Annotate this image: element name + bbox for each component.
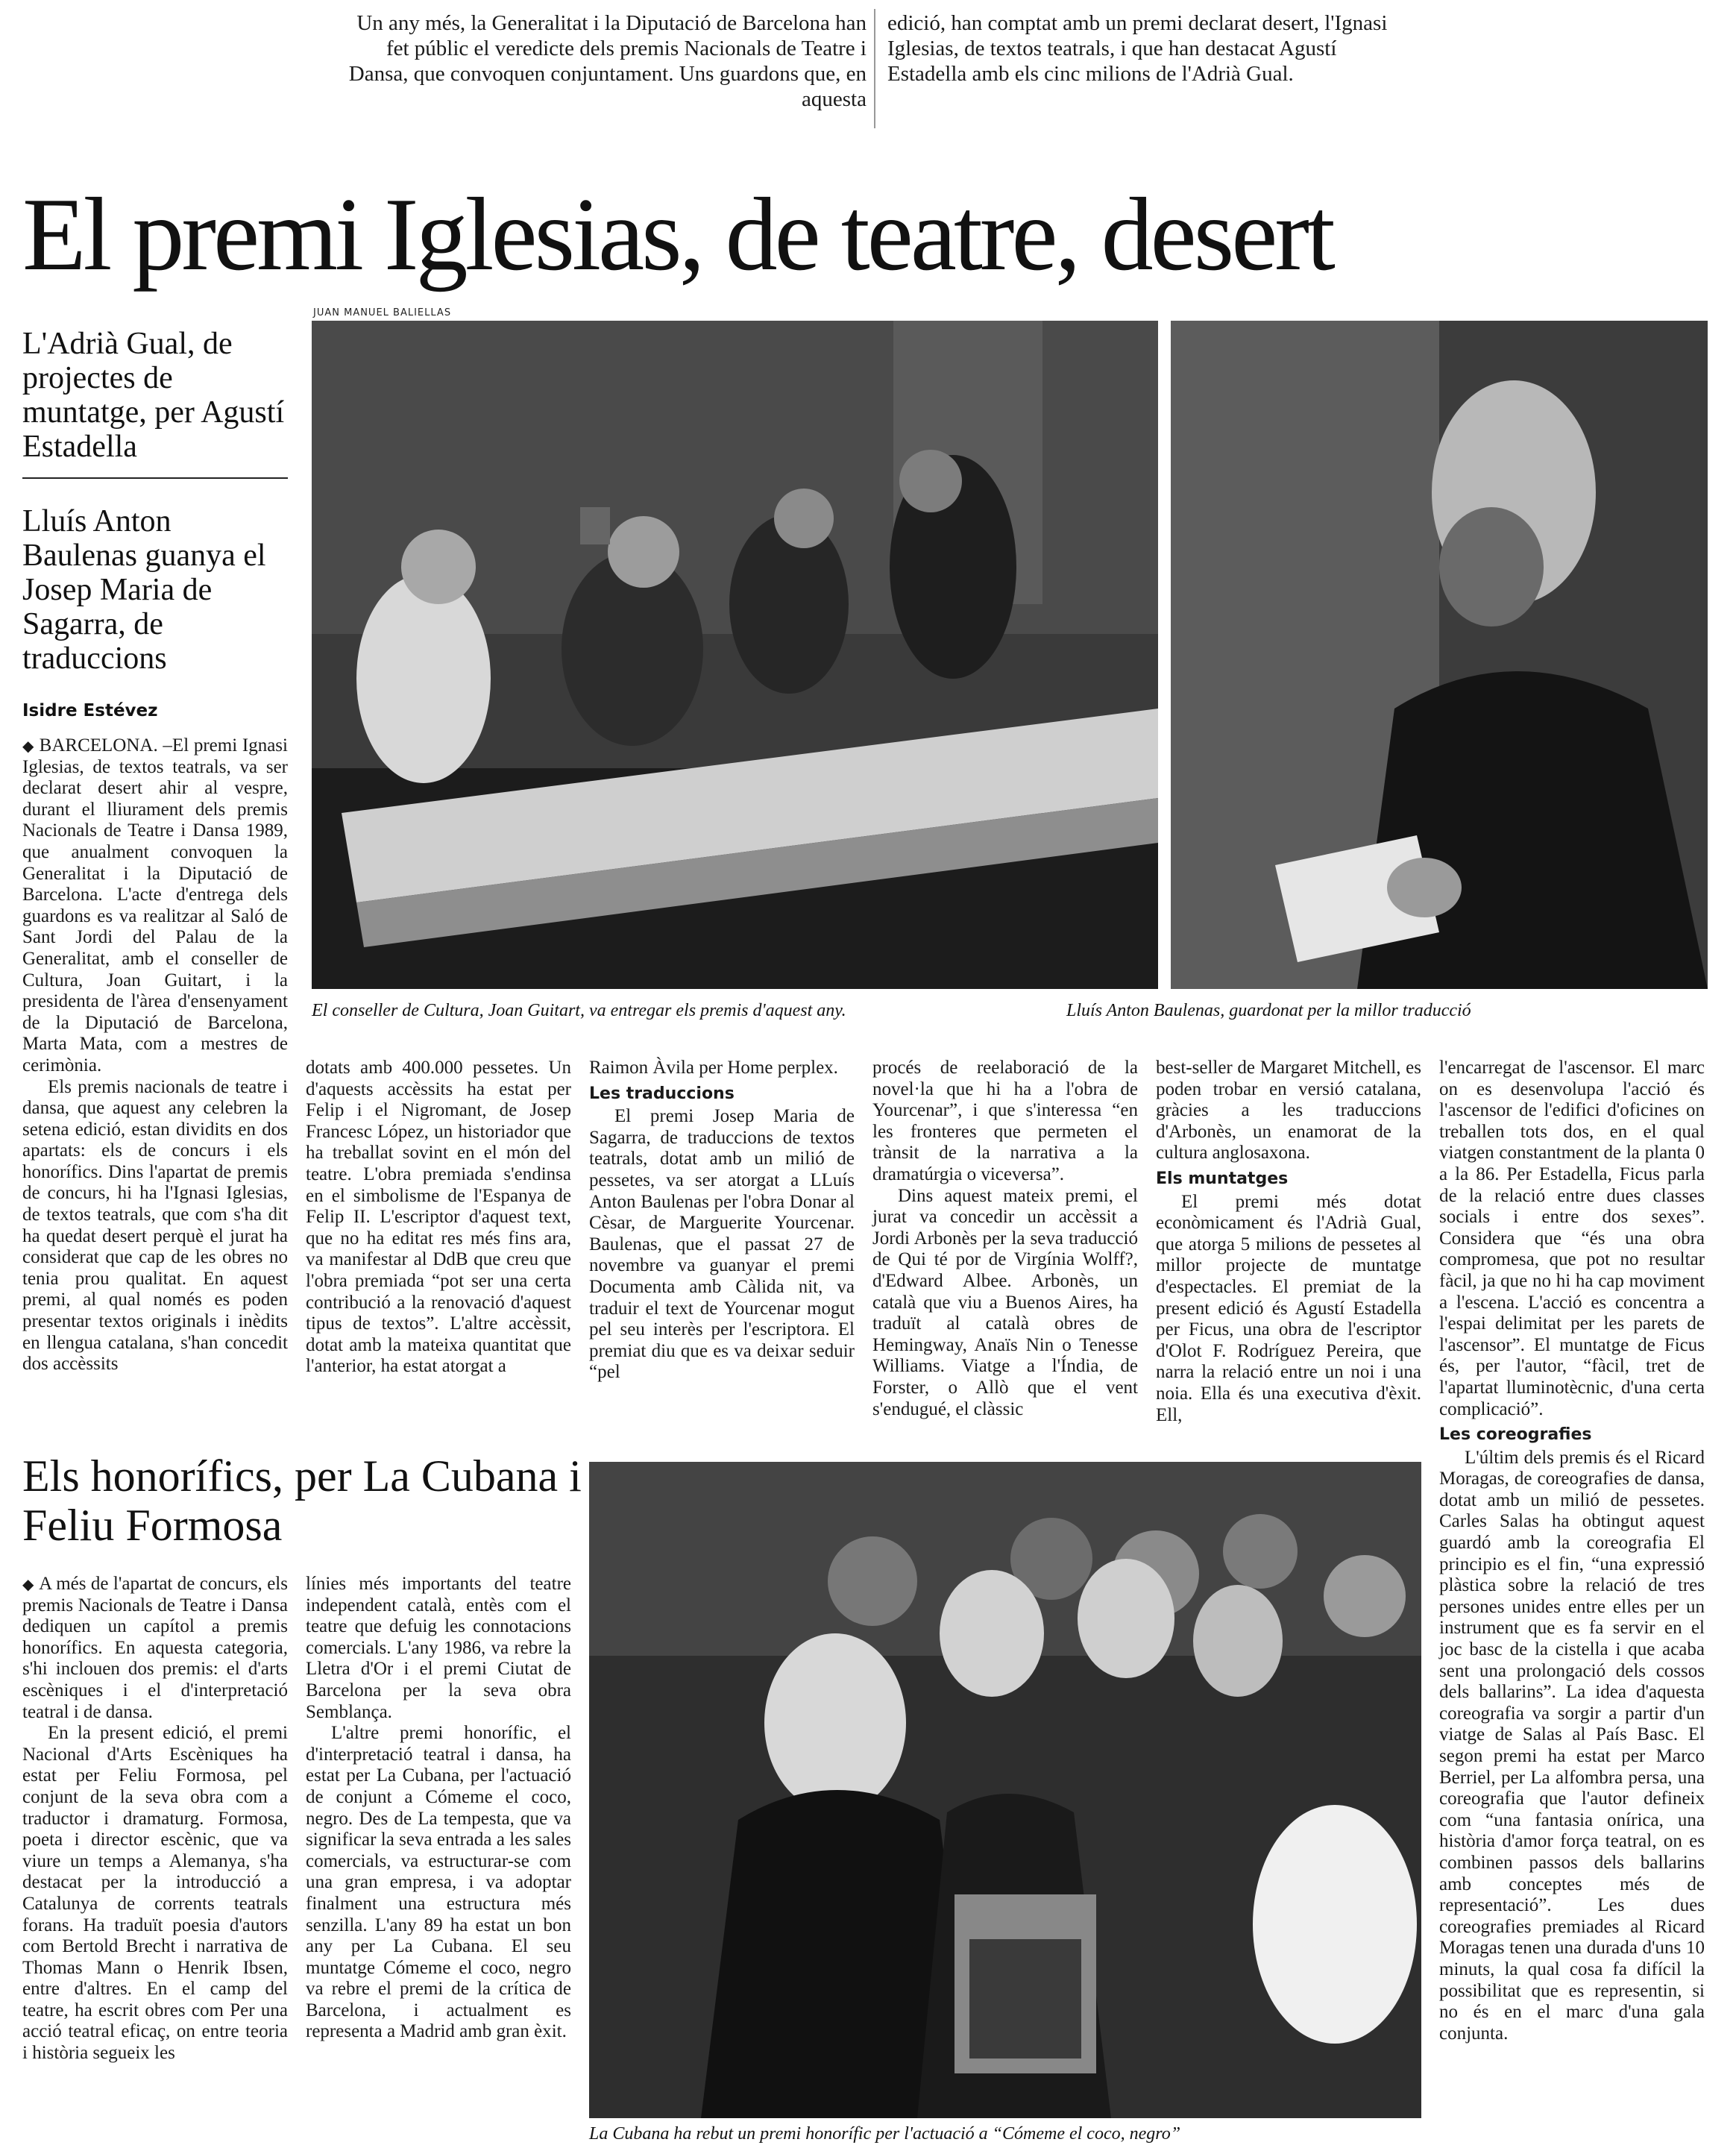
col1-paragraph-1: BARCELONA. –El premi Ignasi Iglesias, de textos teatrals, va ser declarat desert ahir al vespre, durant el lliurament dels premis Nacionals de Teatre i Dansa 1989, que anualment convoquen la Generalitat i la Diputació de Barcelona. L'acte d'entrega dels guardons es va realitzar al Saló de Sant Jordi del Palau de la Generalitat, amb el conseller de Cultura, Joan Guitart, i la presidenta de l'àrea d'ensenyament de la Diputació de Barcelona, Marta Mata, com a mestres de cerimònia. — [22, 735, 288, 1075]
photo-la-cubana — [589, 1462, 1421, 2118]
column-1 — [22, 735, 288, 1375]
col3-paragraph-1: Raimon Àvila per Home perplex. — [589, 1058, 838, 1078]
subhead-muntatges: Els muntatges — [1156, 1169, 1289, 1188]
deck-divider — [22, 477, 288, 479]
subhead-traduccions: Les traduccions — [589, 1084, 735, 1103]
col2-paragraph-1: dotats amb 400.000 pessetes. Un d'aquests accèssits ha estat per Felip i el Nigromant, de Josep Francesc López, un historiador que ha treballat sovint en el món del teatre. L'obra premiada s'endinsa en el simbolisme de l'Espanya de Felip II. L'escriptor d'aquest text, que no ha editat res més fins ara, va manifestar al DdB que creu que l'obra premiada “pot ser una certa contribució a la renovació d'aquest tipus de textos”. L'altre accèssit, dotat amb la mateixa quantitat que l'anterior, ha estat atorgat a — [306, 1058, 571, 1377]
caption-ceremony: El conseller de Cultura, Joan Guitart, va entregar els premis d'aquest any. — [312, 1001, 846, 1020]
caption-baulenas: Lluís Anton Baulenas, guardonat per la millor traducció — [1066, 1001, 1471, 1020]
s2-c1-paragraph-1: A més de l'apartat de concurs, els premis Nacionals de Teatre i Dansa dediquen un capítol a premis honorífics. En aquesta categoria, s'hi inclouen dos premis: el d'arts escèniques i el d'interpretació teatral i de dansa. — [22, 1574, 288, 1722]
intro-divider — [874, 9, 875, 128]
col4-paragraph-1: procés de reelaboració de la novel·la que hi ha a l'obra de Yourcenar”, i que s'interessa “en les fronteres que permeten el trànsit de la narrativa a la dramatúrgia o viceversa”. — [872, 1058, 1138, 1184]
col6-paragraph-1: l'encarregat de l'ascensor. El marc on es desenvolupa l'acció és l'ascensor de l'edifici d'oficines on treballen tots dos, en el qual viatgen constantment de la planta 0 a la 86. Per Estadella, Ficus parla de la relació entre dues classes socials i entre dos sexes”. Considera que “és una obra compromesa, que pot no resultar fàcil, ja que no hi ha cap moviment a l'escena. L'acció es concentra a l'espai delimitat per les parets de l'ascensor”. El muntatge de Ficus és, per l'autor, “fàcil, tret de l'apartat lluminotècnic, d'una certa complicació”. — [1439, 1058, 1705, 1419]
bullet-icon: ◆ — [22, 1575, 40, 1593]
col6-paragraph-2: L'últim dels premis és el Ricard Moragas, de coreografies de dansa, dotat amb un milió de pessetes. Carles Salas ha obtingut aquest guardó amb la coreografia El principio es el fin, “una expressió plàstica sobre la relació de tres persones unides entre elles per un instrument que es fa servir en el joc basc de la cistella i que acaba sent una prolongació dels cossos dels ballarins”. La idea d'aquesta coreografia va sorgir a partir d'un viatge de Salas al País Basc. El segon premi ha estat per Marco Berriel, per La alfombra persa, una coreografia que l'autor defineix com “una fantasia onírica, una història d'amor força teatral, on es combinen passos dels ballarins amb conceptes més de representació”. Les dues coreografies premiades al Ricard Moragas tenen una durada d'uns 10 minuts, la qual cosa fa difícil la possibilitat que es representin, si no és en el marc d'una gala conjunta. — [1439, 1447, 1705, 2044]
s2-c1-paragraph-2: En la present edició, el premi Nacional d'Arts Escèniques ha estat per Feliu Formosa, pel conjunt de la seva obra com a traductor i dramaturg. Formosa, poeta i director escènic, que va viure un temps a Alemanya, s'ha destacat per la introducció a Catalunya de corrents teatrals forans. Ha traduït poesia d'autors com Bertold Brecht i narrativa de Thomas Mann o Henrik Ibsen, entre d'altres. En el camp del teatre, ha escrit obres com Per una acció teatral eficaç, on entre teoria i història segueix les — [22, 1723, 288, 2064]
column-2 — [306, 1058, 571, 1378]
column-5 — [1156, 1058, 1421, 1426]
section2-column-2 — [306, 1574, 571, 2043]
col4-paragraph-2: Dins aquest mateix premi, el jurat va concedir un accèssit a Jordi Arbonès per la seva traducció de Qui té por de Virgínia Wolff?, d'Edward Albee. Arbonès, un català que viu a Buenos Aires, ha traduït al català obres de Hemingway, Anaïs Nin o Tenesse Williams. Viatge a l'Índia, de Forster, o Allò que el vent s'endugué, el clàssic — [872, 1185, 1138, 1419]
caption-la-cubana: La Cubana ha rebut un premi honorífic per l'actuació a “Cómeme el coco, negro” — [589, 2124, 1181, 2144]
photo-credit: JUAN MANUEL BALIELLAS — [313, 307, 452, 318]
intro-left: Un any més, la Generalitat i la Diputació de Barcelona han fet públic el veredicte dels premis Nacionals de Teatre i Dansa, que convoquen conjuntament. Uns guardons que, en aquesta — [348, 11, 867, 111]
column-4 — [872, 1058, 1138, 1420]
section-honorifics-head: Els honorífics, per La Cubana i Feliu Formosa — [22, 1451, 582, 1550]
photo-award-ceremony — [312, 321, 1158, 989]
bullet-icon: ◆ — [22, 737, 40, 755]
s2-c2-paragraph-1: línies més importants del teatre independent català, entès com el teatre que defuig les connotacions comercials. L'any 1986, va rebre la Lletra d'Or i el premi Ciutat de Barcelona per la seva obra Semblança. — [306, 1574, 571, 1722]
deck-baulenas: Lluís Anton Baulenas guanya el Josep Maria de Sagarra, de traduccions — [22, 504, 266, 676]
col5-paragraph-1: best-seller de Margaret Mitchell, es poden trobar en versió catalana, gràcies a les traduccions d'Arbonès, un enamorat de la cultura anglosaxona. — [1156, 1058, 1421, 1164]
s2-c2-paragraph-2: L'altre premi honorífic, el d'interpretació teatral i dansa, ha estat per La Cubana, per l'actuació de conjunt a Cómeme el coco, negro. Des de La tempesta, que va significar la seva entrada a les sales comercials, va estructurar-se com una gran empresa, i va adoptar finalment una estructura més senzilla. L'any 89 ha estat un bon any per La Cubana. El seu muntatge Cómeme el coco, negro va rebre el premi de la crítica de Barcelona, i actualment es representa a Madrid amb gran èxit. — [306, 1723, 571, 2042]
author-byline: Isidre Estévez — [22, 701, 158, 720]
column-6 — [1439, 1058, 1705, 2044]
intro-right: edició, han comptat amb un premi declarat desert, l'Ignasi Iglesias, de textos teatrals, i que han destacat Agustí Estadella amb els cinc milions de l'Adrià Gual. — [887, 11, 1388, 86]
col1-paragraph-2: Els premis nacionals de teatre i dansa, que aquest any celebren la setena edició, estan dividits en dos apartats: els de concurs i els honorífics. Dins l'apartat de premis de concurs, hi ha l'Ignasi Iglesias, de textos teatrals, que com s'ha dit ha quedat desert perquè el jurat ha considerat que cap de les obres no tenia prou qualitat. En aquest premi, al qual només es poden presentar textos originals i inèdits en llengua catalana, s'han concedit dos accèssits — [22, 1076, 288, 1375]
photo-baulenas — [1171, 321, 1708, 989]
col5-paragraph-2: El premi més dotat econòmicament és l'Adrià Gual, que atorga 5 milions de pessetes al millor projecte de muntatge d'espectacles. El premiat de la present edició és Agustí Estadella per Ficus, una obra de l'escriptor d'Olot F. Rodríguez Pereira, que narra la relació entre un noi i una noia. Ella és una executiva d'èxit. Ell, — [1156, 1191, 1421, 1425]
col3-paragraph-2: El premi Josep Maria de Sagarra, de traduccions de textos teatrals, dotat amb un milió de pessetes, va ser atorgat a LLuís Anton Baulenas per l'obra Donar al Cèsar, de Marguerite Yourcenar. Baulenas, que el passat 27 de novembre va guanyar el premi Documenta amb Càlida nit, va traduir el text de Yourcenar mogut pel seu interès per l'escriptora. El premiat diu que es va deixar seduir “pel — [589, 1106, 855, 1383]
deck-adria-gual: L'Adrià Gual, de projectes de muntatge, per Agustí Estadella — [22, 327, 285, 464]
section2-column-1 — [22, 1574, 288, 2064]
subhead-coreografies: Les coreografies — [1439, 1425, 1592, 1445]
headline: El premi Iglesias, de teatre, desert — [22, 177, 1333, 292]
column-3 — [589, 1058, 855, 1384]
